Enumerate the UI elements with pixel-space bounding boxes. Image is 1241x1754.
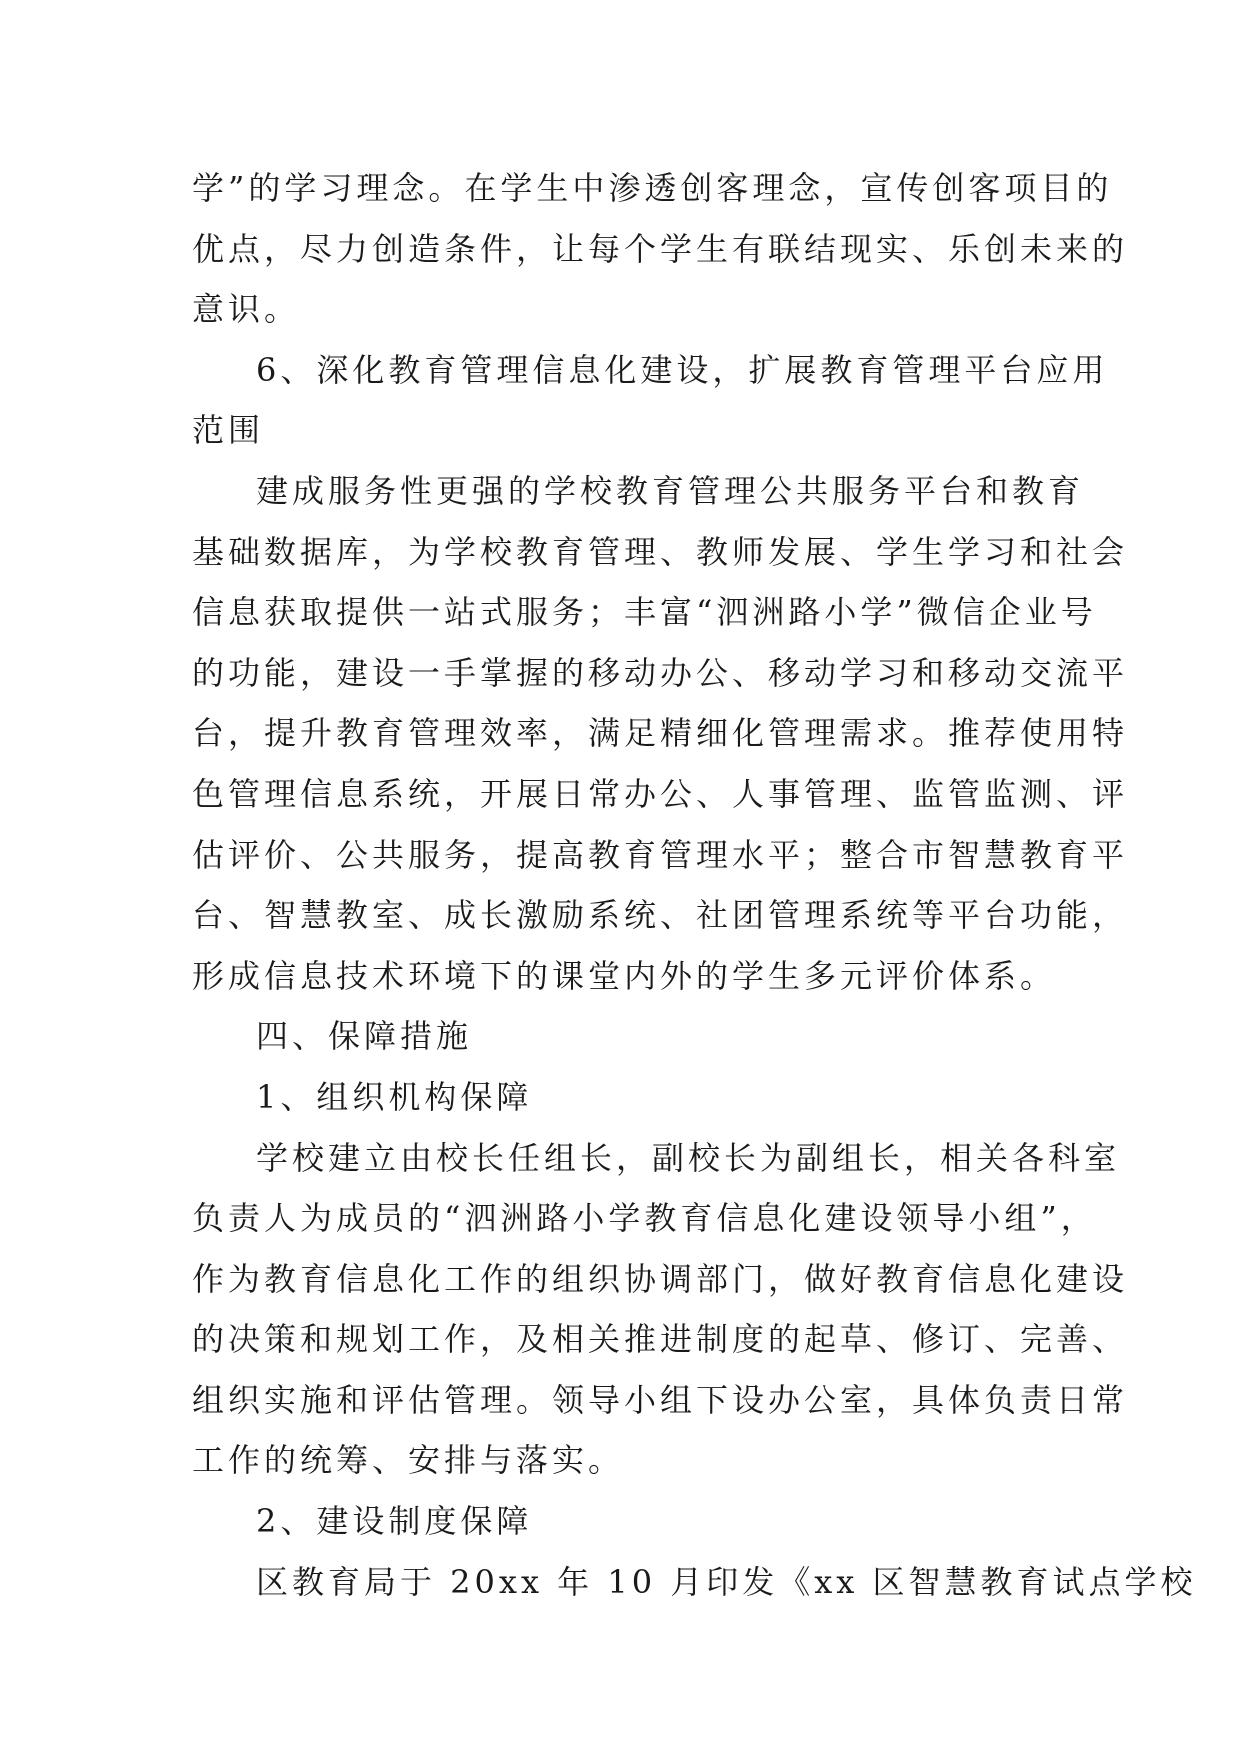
text-line: 负责人为成员的“泗洲路小学教育信息化建设领导小组”，	[192, 1199, 1097, 1238]
section-heading: 6、深化教育管理信息化建设，扩展教育管理平台应用	[256, 350, 1109, 389]
text-line: 基础数据库，为学校教育管理、教师发展、学生学习和社会	[192, 532, 1129, 571]
subsection-heading: 2、建设制度保障	[256, 1502, 533, 1541]
text-line: 学”的学习理念。在学生中渗透创客理念，宣传创客项目的	[192, 169, 1113, 207]
text-line: 的决策和规划工作，及相关推进制度的起草、修订、完善、	[192, 1320, 1129, 1359]
text-line: 优点，尽力创造条件，让每个学生有联结现实、乐创未来的	[192, 229, 1129, 268]
text-line: 意识。	[192, 290, 301, 329]
paragraph-start: 区教育局于 20xx 年 10 月印发《xx 区智慧教育试点学校	[256, 1562, 1197, 1601]
subsection-heading: 1、组织机构保障	[256, 1077, 533, 1116]
text-line: 组织实施和评估管理。领导小组下设办公室，具体负责日常	[192, 1380, 1129, 1419]
text-line: 台、智慧教室、成长激励系统、社团管理系统等平台功能，	[192, 896, 1129, 935]
section-heading: 四、保障措施	[256, 1017, 473, 1056]
text-line: 作为教育信息化工作的组织协调部门，做好教育信息化建设	[192, 1259, 1129, 1298]
text-line: 色管理信息系统，开展日常办公、人事管理、监管监测、评	[192, 774, 1129, 813]
document-body	[192, 158, 1197, 1612]
section-heading-continued: 范围	[192, 411, 265, 450]
text-line: 形成信息技术环境下的课堂内外的学生多元评价体系。	[192, 956, 1057, 995]
text-line: 的功能，建设一手掌握的移动办公、移动学习和移动交流平	[192, 653, 1129, 692]
text-line: 工作的统筹、安排与落实。	[192, 1441, 625, 1480]
paragraph-start: 学校建立由校长任组长，副校长为副组长，相关各科室	[256, 1138, 1121, 1177]
text-line: 台，提升教育管理效率，满足精细化管理需求。推荐使用特	[192, 714, 1129, 753]
paragraph-start: 建成服务性更强的学校教育管理公共服务平台和教育	[256, 471, 1085, 510]
text-line: 信息获取提供一站式服务；丰富“泗洲路小学”微信企业号	[192, 593, 1097, 632]
text-line: 估评价、公共服务，提高教育管理水平；整合市智慧教育平	[192, 835, 1129, 874]
